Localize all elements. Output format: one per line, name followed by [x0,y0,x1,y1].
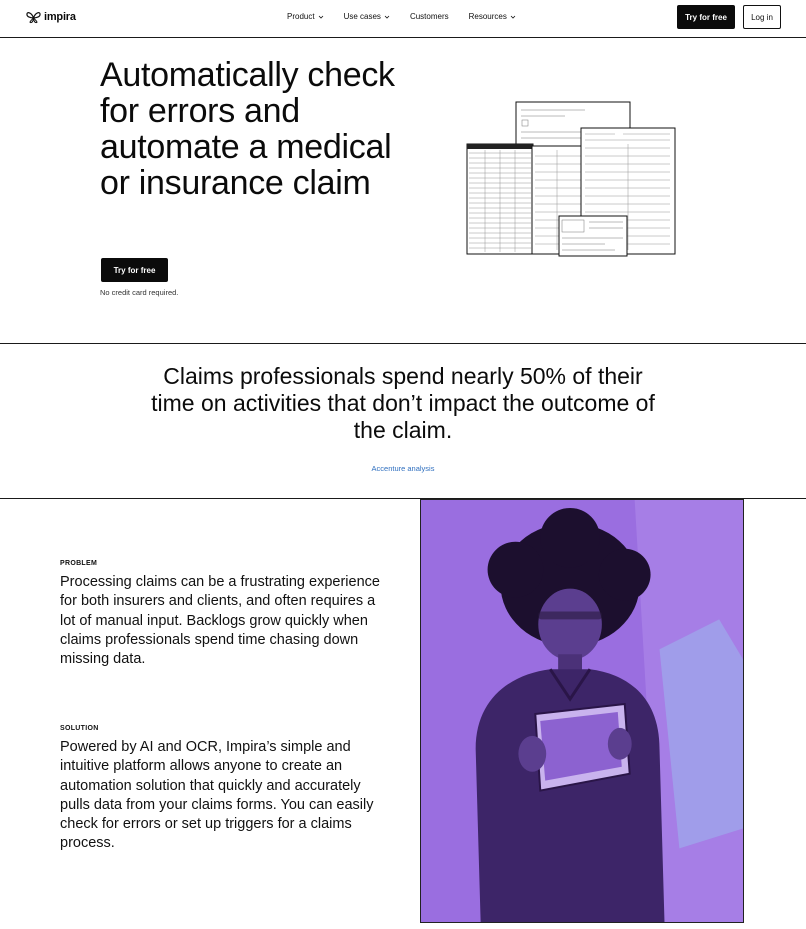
hero-note: No credit card required. [100,288,179,297]
nav-resources[interactable] [469,12,516,21]
nav-customers[interactable] [410,12,449,21]
stat-statement: Claims professionals spend nearly 50% of their time on activities that don’t impact the outcome of the claim. [151,363,655,443]
stat-source-link[interactable]: Accenture analysis [371,464,435,473]
nav-use-cases-label: Use cases [343,12,381,21]
problem-text: Processing claims can be a frustrating experience for both insurers and clients, and often requires a lot of manual input. Backlogs grow quickly when claims professionals spend time chasing down missing data. [60,574,380,668]
butterfly-logo-icon [26,10,41,24]
top-navigation [0,0,806,38]
nav-links [287,12,536,21]
nav-use-cases[interactable] [344,12,390,21]
problem-eyebrow: PROBLEM [60,560,98,567]
hero-title: Automatically check for errors and automate a medical or insurance claim [100,56,395,202]
chevron-down-icon [510,14,516,20]
section-divider [0,343,806,344]
logo[interactable] [26,10,76,24]
person-reading-tablet-photo [420,499,744,923]
solution-eyebrow: SOLUTION [60,725,99,732]
nav-login-button[interactable]: Log in [743,5,781,29]
chevron-down-icon [318,14,324,20]
claim-forms-illustration [465,100,679,260]
nav-try-for-free-button[interactable]: Try for free [677,5,735,29]
logo-text: impira [44,11,76,23]
nav-product[interactable] [287,12,324,21]
chevron-down-icon [384,14,390,20]
nav-product-label: Product [287,12,315,21]
solution-text: Powered by AI and OCR, Impira’s simple and intuitive platform allows anyone to create an automation solution that quickly and accurately pulls data from your claims forms. You can easily check for errors or set up triggers for a claims process. [60,739,374,852]
hero-try-for-free-button[interactable]: Try for free [101,258,168,282]
nav-resources-label: Resources [468,12,507,21]
nav-customers-label: Customers [409,12,449,21]
